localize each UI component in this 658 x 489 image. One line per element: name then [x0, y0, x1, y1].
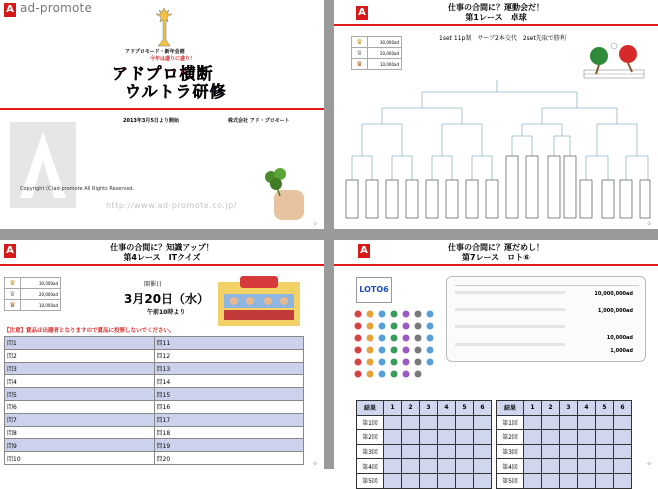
row-label: 第5回 — [357, 473, 384, 488]
divider — [334, 264, 658, 266]
ping-pong-icon — [584, 40, 646, 80]
page-number: -4- — [312, 461, 318, 466]
page-header: 仕事の合間に？運だめし！ — [448, 243, 544, 252]
page-header: 仕事の合間に？運動会だ！ — [448, 3, 544, 12]
table-cell: 問6 — [5, 400, 155, 413]
table-header: 3 — [560, 401, 578, 416]
page-table-tennis — [334, 0, 658, 229]
table-header: 6 — [614, 401, 632, 416]
divider — [0, 108, 324, 110]
row-label: 第1回 — [357, 415, 384, 430]
event-label: 開催日 — [144, 281, 163, 288]
page-it-quiz — [0, 240, 324, 469]
table-header: 結果 — [357, 401, 384, 416]
match-rule: 1set 11p制 サーブ2本交代 2set先取で勝利 — [439, 35, 566, 42]
table-header: 6 — [474, 401, 492, 416]
number-balls-icon — [352, 308, 438, 394]
table-header: 結果 — [497, 401, 524, 416]
page-number: -4- — [646, 461, 652, 466]
page-cover — [0, 0, 324, 229]
table-header: 2 — [402, 401, 420, 416]
prize-value: 10,000,000ad — [594, 291, 633, 297]
table-cell: 問12 — [154, 349, 304, 362]
table-header: 5 — [456, 401, 474, 416]
table-cell: 問4 — [5, 375, 155, 388]
copyright: Copyright (C)ad-promote All Rights Reserved. — [20, 186, 135, 192]
table-header: 3 — [420, 401, 438, 416]
page-header: 仕事の合間に？知識アップ！ — [110, 243, 214, 252]
prize-panel — [446, 276, 646, 362]
table-cell: 問8 — [5, 426, 155, 439]
company-logo-icon: A — [4, 244, 16, 258]
table-cell: 問15 — [154, 388, 304, 401]
website-url: http://www.ad-promote.co.jp/ — [106, 201, 237, 210]
cover-title-line2: ウルトラ研修 — [125, 82, 227, 101]
row-label: 第5回 — [497, 473, 524, 488]
row-label: 第2回 — [357, 430, 384, 445]
crown-silver-icon: ♛ — [5, 289, 21, 300]
crown-bronze-icon: ♛ — [5, 300, 21, 311]
prize-value: 30,000ad — [21, 278, 61, 289]
result-table-right — [496, 400, 632, 489]
row-label: 第4回 — [357, 459, 384, 474]
table-header: 5 — [596, 401, 614, 416]
row-label: 第3回 — [497, 444, 524, 459]
crown-bronze-icon: ♛ — [352, 59, 368, 70]
clover-hand-icon — [254, 162, 304, 220]
page-loto6 — [334, 240, 658, 486]
table-cell: 問3 — [5, 362, 155, 375]
loto6-logo: LOTO6 — [356, 277, 392, 303]
quiz-show-icon — [218, 276, 300, 326]
tournament-bracket — [342, 80, 652, 220]
table-cell: 問10 — [5, 452, 155, 465]
notice-text: 【注意】賞品は出題者となりますので賞品に投票しないでください。 — [4, 328, 175, 334]
table-header: 4 — [578, 401, 596, 416]
row-label: 第1回 — [497, 415, 524, 430]
table-cell: 問19 — [154, 439, 304, 452]
question-table — [4, 336, 304, 465]
table-header: 1 — [384, 401, 402, 416]
cover-title-line1: アドプロ横断 — [112, 64, 214, 83]
prize-value: 10,000ad — [368, 59, 402, 70]
table-cell: 問2 — [5, 349, 155, 362]
prize-table — [351, 36, 402, 70]
crown-gold-icon: ♛ — [5, 278, 21, 289]
company-logo-icon: A — [356, 6, 368, 20]
table-cell: 問20 — [154, 452, 304, 465]
prize-value: 1,000,000ad — [597, 308, 633, 314]
start-date: 2013年3月5日より開始 — [123, 118, 179, 124]
event-time: 午前10時より — [147, 309, 186, 316]
company-logo-icon: A — [358, 244, 370, 258]
statue-icon — [150, 6, 178, 50]
table-cell: 問9 — [5, 439, 155, 452]
prize-value: 10,000ad — [21, 300, 61, 311]
divider — [0, 264, 324, 266]
table-header: 1 — [524, 401, 542, 416]
page-subheader: 第1レース 卓球 — [465, 13, 527, 22]
table-cell: 問1 — [5, 337, 155, 350]
table-cell: 問18 — [154, 426, 304, 439]
table-header: 4 — [438, 401, 456, 416]
table-cell: 問14 — [154, 375, 304, 388]
table-cell: 問11 — [154, 337, 304, 350]
table-cell: 問5 — [5, 388, 155, 401]
divider — [334, 24, 658, 26]
row-label: 第3回 — [357, 444, 384, 459]
logo-text: ad-promote — [20, 1, 93, 15]
cover-kicker2: 今年は盛りに盛り！ — [150, 56, 196, 62]
prize-value: 10,000ad — [606, 335, 633, 341]
prize-value: 20,000ad — [21, 289, 61, 300]
company-logo-icon: A — [4, 3, 16, 17]
company-name: 株式会社 アド・プロモート — [228, 118, 290, 124]
table-cell: 問13 — [154, 362, 304, 375]
table-cell: 問17 — [154, 413, 304, 426]
table-header: 2 — [542, 401, 560, 416]
page-number: -2- — [646, 221, 652, 226]
big-logo-watermark-icon — [8, 120, 78, 210]
prize-value: 30,000ad — [368, 37, 402, 48]
cover-kicker: アドプロモード・新年会画 — [125, 49, 185, 55]
table-cell: 問16 — [154, 400, 304, 413]
prize-value: 20,000ad — [368, 48, 402, 59]
page-number: -1- — [312, 221, 318, 226]
row-label: 第2回 — [497, 430, 524, 445]
crown-gold-icon: ♛ — [352, 37, 368, 48]
page-subheader: 第7レース ロト⑥ — [462, 253, 530, 262]
row-label: 第4回 — [497, 459, 524, 474]
event-date: 3月20日（水） — [124, 292, 210, 306]
prize-table — [4, 277, 61, 311]
table-cell: 問7 — [5, 413, 155, 426]
crown-silver-icon: ♛ — [352, 48, 368, 59]
result-table-left — [356, 400, 492, 489]
prize-value: 1,000ad — [610, 348, 633, 354]
page-subheader: 第4レース ITクイズ — [123, 253, 201, 262]
